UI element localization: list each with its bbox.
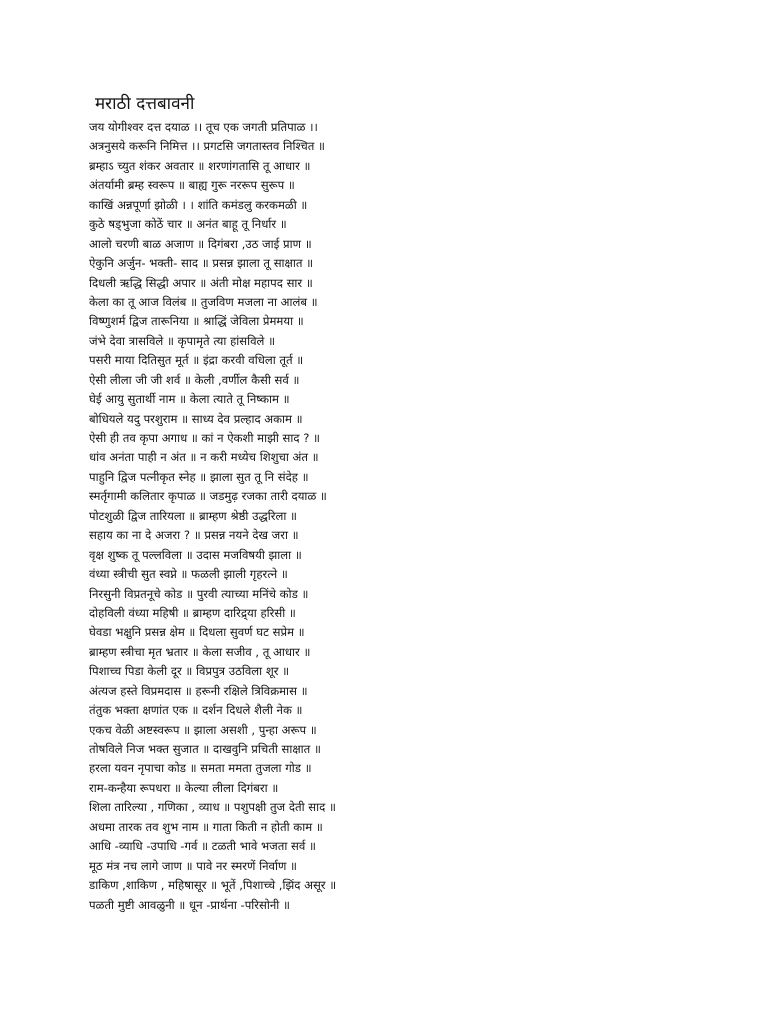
verse-line: पोटशुळी द्विज तारियला ॥ ब्राम्हण श्रेष्ठी उद्धरिला ॥: [89, 508, 297, 523]
verse-line: अधमा तारक तव शुभ नाम ॥ गाता किती न होती काम ॥: [89, 819, 323, 834]
verse-line: पिशाच्च पिडा केली दूर ॥ विप्रपुत्र उठविला शूर ॥: [89, 664, 290, 679]
verse-line: ऐसी ही तव कृपा अगाध ॥ कां न ऐकशी माझी साद ? ॥: [89, 431, 320, 445]
verse-line: मूठ मंत्र नच लागे जाण ॥ पावे नर स्मरणें निर्वाण ॥: [89, 858, 297, 873]
verse-line: तोषविले निज भक्त सुजात ॥ दाखवुनि प्रचिती साक्षात ॥: [89, 742, 321, 756]
verse-line: सहाय का ना दे अजरा ? ॥ प्रसन्न नयने देख जरा ॥: [89, 528, 299, 543]
page-title: मराठी दत्तबावनी: [95, 94, 195, 114]
verse-line: निरसुनी विप्रतनूचे कोड ॥ पुरवी त्याच्या मनिंचे कोड ॥: [89, 586, 309, 601]
verse-line: हरला यवन नृपाचा कोड ॥ समता ममता तुजला गोड ॥: [89, 761, 312, 776]
verse-line: ऐसी लीला जी जी शर्व ॥ केली ,वर्णील कैसी सर्व ॥: [89, 372, 300, 387]
verse-line: पळती मुष्टी आवळुनी ॥ धून -प्रार्थना -परिसोनी ॥: [89, 897, 290, 912]
verse-line: ब्राम्हण स्त्रीचा मृत भ्रतार ॥ केला सजीव , तू आधार ॥: [89, 644, 311, 659]
verse-line: वृक्ष शुष्क तू पल्लविला ॥ उदास मजविषयी झाला ॥: [89, 547, 302, 562]
verse-line: अत्रनुसये करूनि निमित्त ।। प्रगटसि जगतास्तव निश्चित ॥: [89, 139, 325, 154]
verse-line: शिला तारिल्या , गणिका , व्याध ॥ पशुपक्षी तुज देती साद ॥: [89, 800, 336, 815]
verse-line: आधि -व्याधि -उपाधि -गर्व ॥ टळती भावे भजता सर्व ॥: [89, 839, 316, 854]
verse-line: घेई आयु सुतार्थी नाम ॥ केला त्याते तू निष्काम ॥: [89, 392, 290, 407]
verse-line: जय योगीश्वर दत्त दयाळ ।। तूच एक जगती प्रतिपाळ ।।: [89, 120, 318, 134]
verse-line: एकच वेळी अष्टस्वरूप ॥ झाला असशी , पुन्हा अरूप ॥: [89, 722, 317, 737]
verse-line: केला का तू आज विलंब ॥ तुजविण मजला ना आलंब ॥: [89, 294, 318, 309]
verse-line: ऐकुनि अर्जुन- भक्ती- साद ॥ प्रसन्न झाला तू साक्षात ॥: [89, 256, 314, 271]
verse-line: पाहुनि द्विज पत्नीकृत स्नेह ॥ झाला सुत तू नि संदेह ॥: [89, 469, 309, 484]
verse-list: [89, 118, 761, 915]
verse-line: राम-कन्हैया रूपधरा ॥ केल्या लीला दिगंबरा ॥: [89, 780, 279, 795]
verse-line: घेवडा भक्षुनि प्रसन्न क्षेम ॥ दिधला सुवर्ण घट सप्रेम ॥: [89, 625, 305, 640]
verse-line: दिधली ऋद्धि सिद्धी अपार ॥ अंती मोक्ष महापद सार ॥: [89, 275, 313, 290]
verse-line: जंभे देवा त्रासविले ॥ कृपामृते त्या हांसविले ॥: [89, 333, 276, 348]
verse-line: तंतुक भक्ता क्षणांत एक ॥ दर्शन दिधले शैली नेक ॥: [89, 703, 303, 718]
verse-line: काखिं अन्नपूर्णा झोळी । । शांति कमंडलु करकमळी ॥: [89, 197, 308, 212]
verse-line: आलो चरणी बाळ अजाण ॥ दिगंबरा ,उठ जाई प्राण ॥: [89, 236, 312, 251]
verse-line: विष्णुशर्म द्विज तारूनिया ॥ श्राद्धिं जेविला प्रेममया ॥: [89, 314, 304, 329]
verse-line: बोधियले यदु परशुराम ॥ साध्य देव प्रल्हाद अकाम ॥: [89, 411, 303, 426]
verse-line: अंत्यज हस्ते विप्रमदास ॥ हरूनी रक्षिले त्रिविक्रमास ॥: [89, 683, 308, 698]
verse-line: पसरी माया दितिसुत मूर्त ॥ इंद्रा करवी वधिला तूर्त ॥: [89, 353, 304, 368]
verse-line: वंध्या स्त्रीची सुत स्वप्ने ॥ फळली झाली गृहरत्ने ॥: [89, 567, 288, 582]
verse-line: स्मर्तृगामी कलितार कृपाळ ॥ जडमुढ़ रजका तारी दयाळ ॥: [89, 489, 327, 504]
verse-line: धांव अनंता पाही न अंत ॥ न करी मध्येच शिशुचा अंत ॥: [89, 450, 319, 465]
verse-line: दोहविली वंध्या महिषी ॥ ब्राम्हण दारिद्र्या हरिसी ॥: [89, 605, 296, 620]
verse-line: डाकिण ,शाकिण , महिषासूर ॥ भूतें ,पिशाच्चे ,झिंद असूर ॥: [89, 878, 337, 893]
verse-line: अंतर्यामी ब्रम्ह स्वरूप ॥ बाह्य गुरू नररूप सुरूप ॥: [89, 178, 295, 193]
verse-line: ब्रम्हाऽ च्युत शंकर अवतार ॥ शरणांगतासि तू आधार ॥: [89, 158, 311, 173]
verse-line: कुठे षड्भुजा कोठें चार ॥ अनंत बाहू तू निर्धार ॥: [89, 217, 287, 232]
